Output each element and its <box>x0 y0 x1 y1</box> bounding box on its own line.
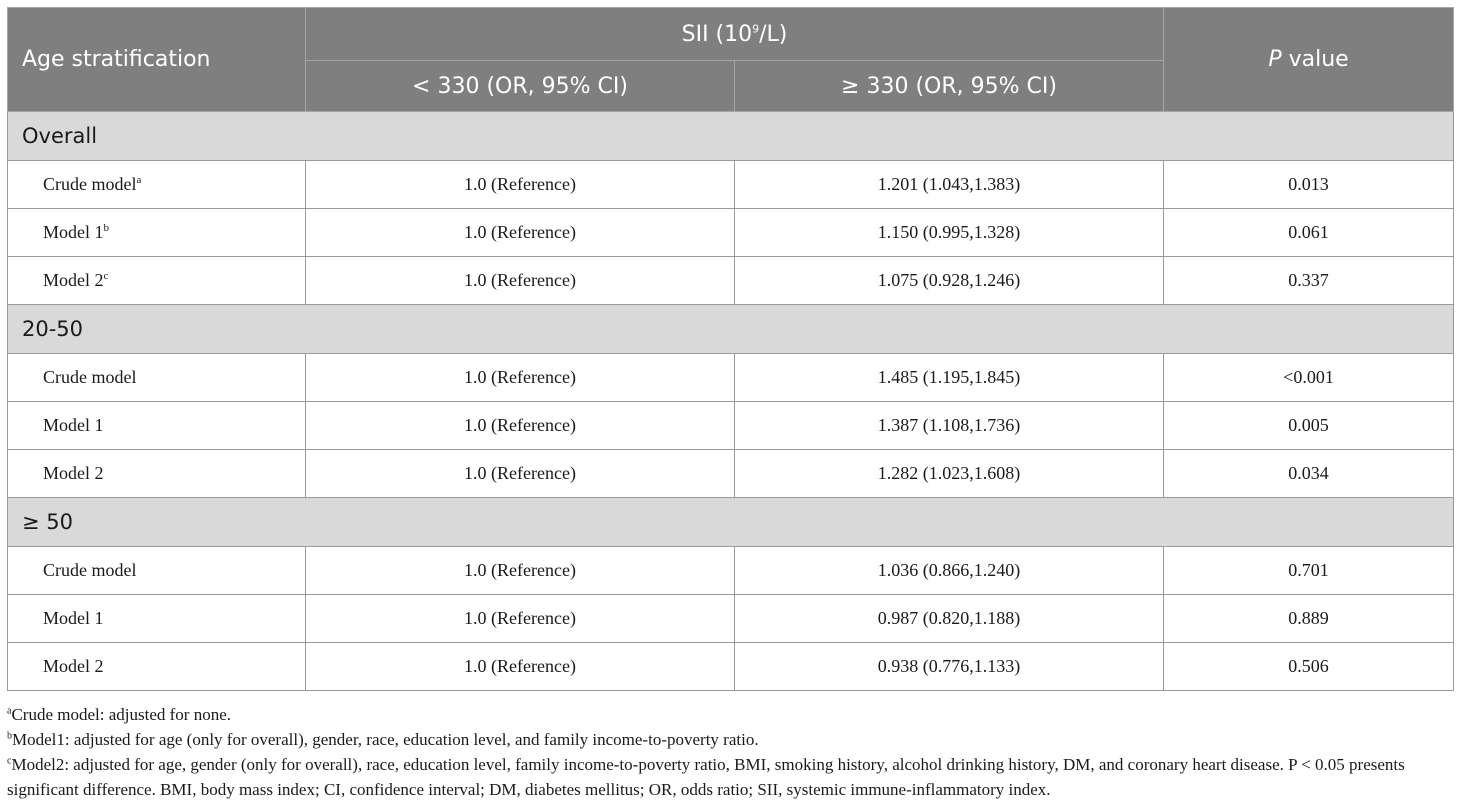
group-row <box>8 112 1454 161</box>
group-label: ≥ 50 <box>8 498 1454 547</box>
p-value-cell: 0.061 <box>1164 209 1454 257</box>
low-sii-cell: 1.0 (Reference) <box>306 161 735 209</box>
results-table <box>7 7 1454 691</box>
model-cell <box>8 402 306 450</box>
footnote-mark: b <box>7 730 12 742</box>
group-label: Overall <box>8 112 1454 161</box>
p-value-cell: <0.001 <box>1164 354 1454 402</box>
table-row <box>8 257 1454 305</box>
p-value-cell: 0.889 <box>1164 595 1454 643</box>
low-sii-header: < 330 (OR, 95% CI) <box>306 61 735 112</box>
p-value-cell: 0.013 <box>1164 161 1454 209</box>
p-value-header <box>1164 8 1454 112</box>
model-cell <box>8 161 306 209</box>
table-row <box>8 161 1454 209</box>
table-header <box>8 8 1454 112</box>
footnote <box>7 702 1457 727</box>
sii-header-suffix: /L) <box>759 21 788 47</box>
high-sii-cell: 1.387 (1.108,1.736) <box>735 402 1164 450</box>
model-name: Model 2 <box>43 463 104 483</box>
age-stratification-header: Age stratification <box>8 8 306 112</box>
model-cell <box>8 643 306 691</box>
high-sii-cell: 0.987 (0.820,1.188) <box>735 595 1164 643</box>
footnote-marker: c <box>103 270 109 282</box>
model-cell <box>8 595 306 643</box>
model-cell <box>8 257 306 305</box>
table-row <box>8 643 1454 691</box>
table-row <box>8 402 1454 450</box>
footnote-text: Crude model: adjusted for none. <box>11 705 231 724</box>
low-sii-cell: 1.0 (Reference) <box>306 257 735 305</box>
model-name: Model 1 <box>43 222 104 242</box>
high-sii-cell: 1.201 (1.043,1.383) <box>735 161 1164 209</box>
footnote-text: Model1: adjusted for age (only for overall), gender, race, education level, and family income-to-poverty ratio. <box>12 730 759 749</box>
low-sii-cell: 1.0 (Reference) <box>306 643 735 691</box>
p-value-cell: 0.005 <box>1164 402 1454 450</box>
table-row <box>8 209 1454 257</box>
model-name: Model 2 <box>43 270 104 290</box>
p-value-cell: 0.034 <box>1164 450 1454 498</box>
footnotes <box>7 702 1457 802</box>
sii-header-exponent: 9 <box>752 22 760 36</box>
low-sii-cell: 1.0 (Reference) <box>306 354 735 402</box>
footnote-mark: a <box>7 705 12 717</box>
table-row <box>8 354 1454 402</box>
low-sii-cell: 1.0 (Reference) <box>306 595 735 643</box>
table-body <box>8 112 1454 691</box>
sii-header-prefix: SII (10 <box>681 21 753 47</box>
model-cell <box>8 547 306 595</box>
model-name: Model 1 <box>43 415 104 435</box>
high-sii-cell: 1.036 (0.866,1.240) <box>735 547 1164 595</box>
results-table-container <box>7 7 1453 691</box>
model-name: Crude model <box>43 174 137 194</box>
group-row <box>8 305 1454 354</box>
low-sii-cell: 1.0 (Reference) <box>306 402 735 450</box>
group-label: 20-50 <box>8 305 1454 354</box>
footnote-text: Model2: adjusted for age, gender (only for overall), race, education level, family income-to-poverty ratio, BMI, smoking history, alcohol drinking history, DM, and coronary heart disease. P < 0.05 presents significant difference. BMI, body mass index; CI, confidence interval; DM, diabetes mellitus; OR, odds ratio; SII, systemic immune-inflammatory index. <box>7 755 1405 799</box>
footnote-mark: c <box>7 755 12 767</box>
model-name: Crude model <box>43 367 137 387</box>
low-sii-cell: 1.0 (Reference) <box>306 209 735 257</box>
model-cell <box>8 450 306 498</box>
model-name: Model 2 <box>43 656 104 676</box>
group-row <box>8 498 1454 547</box>
p-value-header-italic: P <box>1268 47 1282 72</box>
footnote <box>7 727 1457 752</box>
table-row <box>8 450 1454 498</box>
p-value-cell: 0.701 <box>1164 547 1454 595</box>
sii-header <box>306 8 1164 61</box>
p-value-cell: 0.337 <box>1164 257 1454 305</box>
high-sii-cell: 1.150 (0.995,1.328) <box>735 209 1164 257</box>
model-cell <box>8 354 306 402</box>
p-value-header-rest: value <box>1281 47 1349 72</box>
high-sii-cell: 1.282 (1.023,1.608) <box>735 450 1164 498</box>
model-name: Model 1 <box>43 608 104 628</box>
footnote <box>7 752 1457 802</box>
table-row <box>8 547 1454 595</box>
model-cell <box>8 209 306 257</box>
footnote-marker: b <box>103 222 109 234</box>
p-value-cell: 0.506 <box>1164 643 1454 691</box>
high-sii-cell: 0.938 (0.776,1.133) <box>735 643 1164 691</box>
low-sii-cell: 1.0 (Reference) <box>306 547 735 595</box>
high-sii-header: ≥ 330 (OR, 95% CI) <box>735 61 1164 112</box>
high-sii-cell: 1.075 (0.928,1.246) <box>735 257 1164 305</box>
footnote-marker: a <box>136 174 142 186</box>
high-sii-cell: 1.485 (1.195,1.845) <box>735 354 1164 402</box>
low-sii-cell: 1.0 (Reference) <box>306 450 735 498</box>
model-name: Crude model <box>43 560 137 580</box>
table-row <box>8 595 1454 643</box>
